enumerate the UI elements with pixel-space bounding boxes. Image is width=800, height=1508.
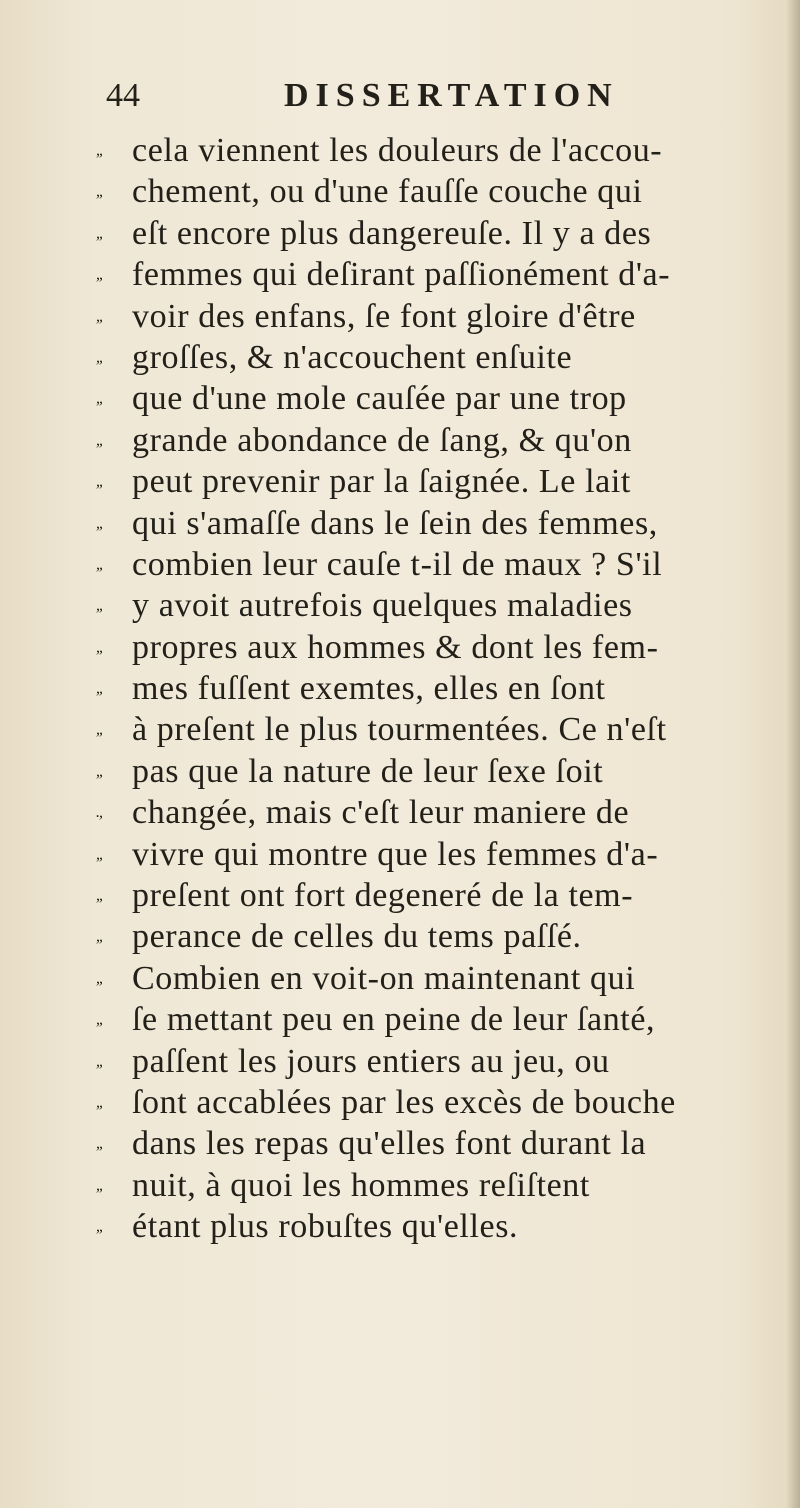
text-line <box>96 1165 776 1206</box>
line-text: voir des enfans, ſe font gloire d'être <box>132 297 636 335</box>
quote-mark: ,, <box>96 1176 102 1194</box>
line-text: femmes qui deſirant paſſionément d'a- <box>132 256 671 294</box>
quote-mark: ,, <box>96 680 102 698</box>
line-text: cela viennent les douleurs de l'accou- <box>132 132 663 169</box>
quote-mark: ,, <box>96 390 102 408</box>
text-line <box>96 544 776 585</box>
quote-mark: ,, <box>96 928 102 946</box>
page-number: 44 <box>106 77 140 114</box>
line-text: groſſes, & n'accouchent enſuite <box>132 338 573 376</box>
text-line <box>96 254 776 295</box>
quote-mark: ,, <box>96 845 102 863</box>
line-text: pas que la nature de leur ſexe ſoit <box>132 752 604 790</box>
text-line <box>96 1206 776 1247</box>
line-text: Combien en voit-on maintenant qui <box>132 959 636 997</box>
line-text: dans les repas qu'elles font durant la <box>132 1125 647 1163</box>
text-line <box>96 296 776 337</box>
line-text: perance de celles du tems paſſé. <box>132 918 582 956</box>
line-text: étant plus robuſtes qu'elles. <box>132 1208 519 1246</box>
quote-mark: ., <box>96 804 102 822</box>
quote-mark: ,, <box>96 183 102 201</box>
quote-mark: ,, <box>96 224 102 242</box>
line-text: combien leur cauſe t-il de maux ? S'il <box>132 545 663 583</box>
quote-mark: ,, <box>96 721 102 739</box>
quote-mark: ,, <box>96 307 102 325</box>
text-line <box>96 751 776 792</box>
line-text: eſt encore plus dangereuſe. Il y a des <box>132 214 652 252</box>
line-text: mes fuſſent exemtes, elles en ſont <box>132 670 606 708</box>
text-line <box>96 958 776 999</box>
quote-mark: ,, <box>96 1093 102 1111</box>
quote-mark: ,, <box>96 431 102 449</box>
line-text: ſe mettant peu en peine de leur ſanté, <box>132 1001 656 1039</box>
text-line <box>96 503 776 544</box>
page-edge-shadow <box>786 0 800 1508</box>
quote-mark: ,, <box>96 1052 102 1070</box>
line-text: nuit, à quoi les hommes reſiſtent <box>132 1166 590 1204</box>
line-text: grande abondance de ſang, & qu'on <box>132 421 632 459</box>
line-text: propres aux hommes & dont les fem- <box>132 628 659 666</box>
text-line <box>96 337 776 378</box>
line-text: preſent ont fort degeneré de la tem- <box>132 877 634 915</box>
text-line <box>96 627 776 668</box>
text-line <box>96 213 776 254</box>
quote-mark: ,, <box>96 1011 102 1029</box>
text-line <box>96 420 776 461</box>
quote-mark: ,, <box>96 1135 102 1153</box>
body-text <box>96 130 776 1248</box>
quote-mark: ,, <box>96 555 102 573</box>
quote-mark: ,, <box>96 473 102 491</box>
quote-mark: ,, <box>96 969 102 987</box>
quote-mark: ,, <box>96 887 102 905</box>
line-text: y avoit autrefois quelques maladies <box>132 587 633 625</box>
text-line <box>96 1082 776 1123</box>
quote-mark: ,, <box>96 266 102 284</box>
line-text: peut prevenir par la ſaignée. Le lait <box>132 463 631 501</box>
line-text: paſſent les jours entiers au jeu, ou <box>132 1042 610 1080</box>
text-line <box>96 875 776 916</box>
quote-mark: ,, <box>96 638 102 656</box>
running-title: DISSERTATION <box>284 77 619 114</box>
text-line <box>96 378 776 419</box>
text-line <box>96 585 776 626</box>
text-line <box>96 1123 776 1164</box>
text-line <box>96 171 776 212</box>
quote-mark: ,, <box>96 597 102 615</box>
quote-mark: ,, <box>96 1218 102 1236</box>
text-line <box>96 999 776 1040</box>
line-text: à preſent le plus tourmentées. Ce n'eſt <box>132 711 667 749</box>
quote-mark: ,, <box>96 348 102 366</box>
quote-mark: ,, <box>96 762 102 780</box>
line-text: vivre qui montre que les femmes d'a- <box>132 835 659 873</box>
text-line <box>96 834 776 875</box>
text-line <box>96 461 776 502</box>
text-line <box>96 1041 776 1082</box>
text-line <box>96 916 776 957</box>
quote-mark: ,, <box>96 142 102 159</box>
text-line <box>96 709 776 750</box>
page-header <box>106 76 666 116</box>
line-text: chement, ou d'une fauſſe couche qui <box>132 173 643 211</box>
line-text: ſont accablées par les excès de bouche <box>132 1083 676 1121</box>
line-text: que d'une mole cauſée par une trop <box>132 380 627 418</box>
text-line <box>96 668 776 709</box>
text-line <box>96 792 776 833</box>
text-line <box>96 130 776 171</box>
quote-mark: ,, <box>96 514 102 532</box>
line-text: changée, mais c'eſt leur maniere de <box>132 794 630 832</box>
line-text: qui s'amaſſe dans le ſein des femmes, <box>132 504 658 542</box>
